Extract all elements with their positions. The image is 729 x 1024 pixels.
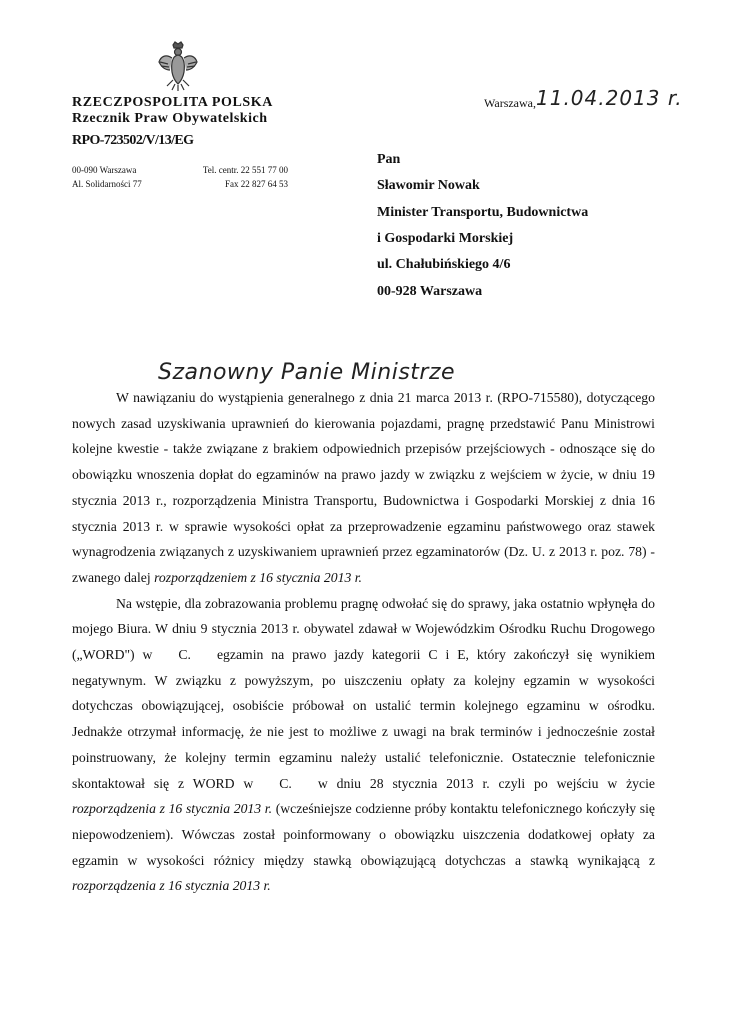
sender-phone: Tel. centr. 22 551 77 00 — [202, 165, 288, 175]
letter-body — [72, 385, 655, 899]
paragraph-1-text: W nawiązaniu do wystąpienia generalnego z dnia 21 marca 2013 r. (RPO-715580), dotyczącego nowych zasad uzyskiwania uprawnień do kierowania pojazdami, pragnę przedstawić Panu Ministrowi kolejne kwestie - także związane z brakiem odpowiednich przepisów przejściowych - odnoszące się do obowiązku wnoszenia dopłat do egzaminów na prawo jazdy w związku z wejściem w życie, w dniu 19 stycznia 2013 r., rozporządzenia Ministra Transportu, Budownictwa i Gospodarki Morskiej z dnia 16 stycznia 2013 r. w sprawie wysokości opłat za przeprowadzenie egzaminu państwowego oraz stawek wynagrodzenia związanych z uzyskiwaniem uprawnień przez egzaminatorów (Dz. U. z 2013 r. poz. 78) - zwanego dalej — [72, 390, 655, 585]
institution-name: RZECZPOSPOLITA POLSKA — [72, 95, 273, 110]
paragraph-2-part-b: egzamin na prawo jazdy kategorii C i E, który zakończył się wynikiem negatywnym. W związku z powyższym, po uiszczeniu opłaty za kolejny egzamin w wysokości dotychczas obowiązującej, osobiście próbował on ustalić termin kolejnego egzaminu w ośrodku. Jednakże otrzymał informację, że nie jest to możliwe z uwagi na brak terminów i jednocześnie został poinstruowany, że kolejny termin egzaminu należy ustalić telefonicznie. Ostatecznie telefonicznie skontaktował się z WORD w — [72, 647, 656, 791]
recipient-title: Pan — [377, 152, 401, 167]
recipient-street: ul. Chałubińskiego 4/6 — [377, 257, 511, 272]
recipient-position-line1: Minister Transportu, Budownictwa — [377, 205, 589, 220]
paragraph-2-part-c: w dniu 28 stycznia 2013 r. czyli po wejściu w życie — [317, 775, 655, 791]
regulation-reference-italic: rozporządzeniem z 16 stycznia 2013 r. — [154, 569, 362, 585]
recipient-name: Sławomir Nowak — [377, 178, 480, 193]
regulation-reference-italic: rozporządzenia z 16 stycznia 2013 r. — [72, 878, 271, 894]
sender-street: Al. Solidarności 77 — [72, 179, 142, 189]
sender-fax: Fax 22 827 64 53 — [225, 179, 288, 189]
city-abbreviation: C. — [279, 775, 292, 791]
paragraph-2-part-d: (wcześniejsze codzienne próby kontaktu telefonicznego kończyły się niepowodzeniem). Wówczas został poinformowany o obowiązku uiszczenia dodatkowej opłaty za egzamin w wysokości różnicy między stawką obowiązującą dotychczas a stawką wynikającą z — [72, 801, 656, 868]
handwritten-salutation: Szanowny Panie Ministrze — [158, 360, 456, 385]
sender-postal-code: 00-090 Warszawa — [72, 165, 137, 175]
letter-place: Warszawa, — [484, 96, 537, 110]
paragraph-2 — [72, 591, 655, 899]
reference-number: RPO-723502/V/13/EG — [72, 133, 194, 148]
institution-office: Rzecznik Praw Obywatelskich — [72, 111, 268, 126]
recipient-city: 00-928 Warszawa — [377, 284, 483, 299]
paragraph-1 — [72, 385, 655, 591]
handwritten-date: 11.04.2013 r. — [536, 86, 683, 110]
paragraph-2-part-a: Na wstępie, dla zobrazowania problemu pragnę odwołać się do sprawy, jaka ostatnio wpłynęła do mojego Biura. W dniu 9 stycznia 2013 r. obywatel zdawał w Wojewódzkim Ośrodku Ruchu Drogowego („WORD") w — [72, 595, 655, 663]
recipient-position-line2: i Gospodarki Morskiej — [377, 231, 514, 246]
polish-eagle-emblem-icon — [156, 40, 200, 92]
city-abbreviation: C. — [178, 647, 191, 663]
regulation-reference-italic: rozporządzenia z 16 stycznia 2013 r. — [72, 801, 273, 817]
